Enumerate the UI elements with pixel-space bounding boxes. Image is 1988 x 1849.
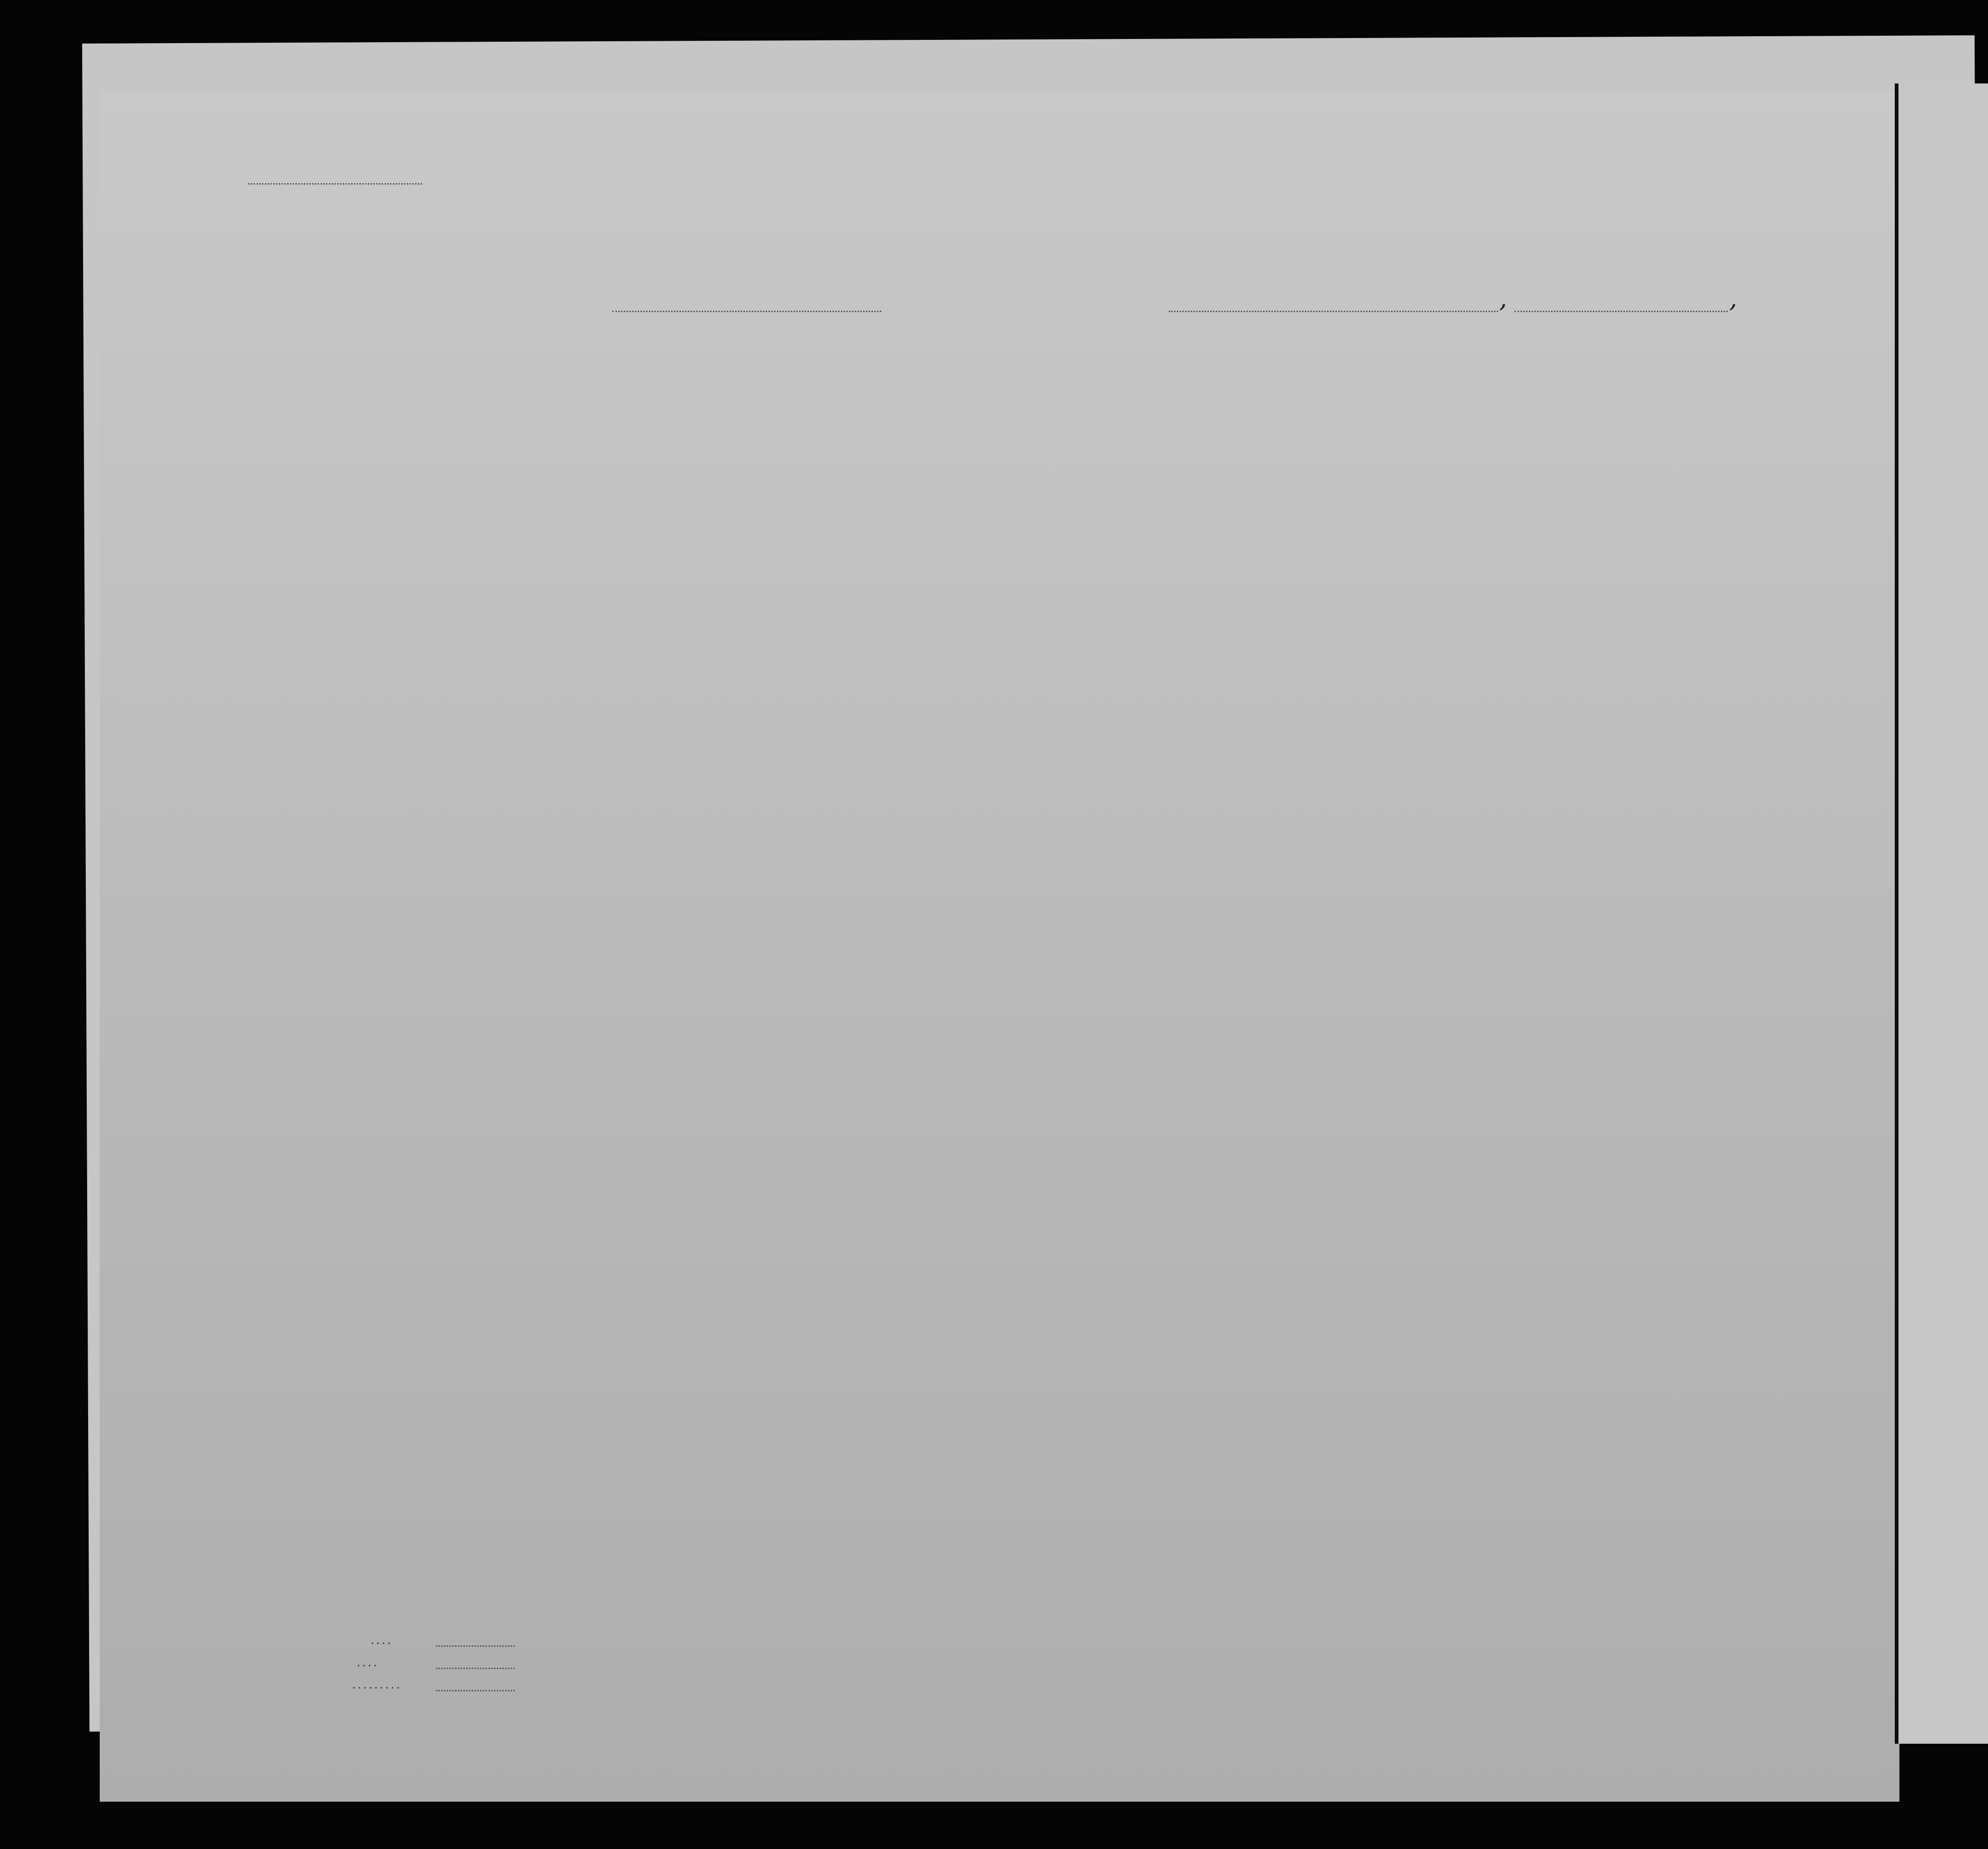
leader-dots: ....: [371, 1637, 393, 1646]
leader-dots: ....: [357, 1659, 379, 1669]
comma: ,: [1499, 284, 1507, 313]
comma: ,: [1729, 284, 1738, 313]
leader-dots: .........: [353, 1682, 403, 1691]
